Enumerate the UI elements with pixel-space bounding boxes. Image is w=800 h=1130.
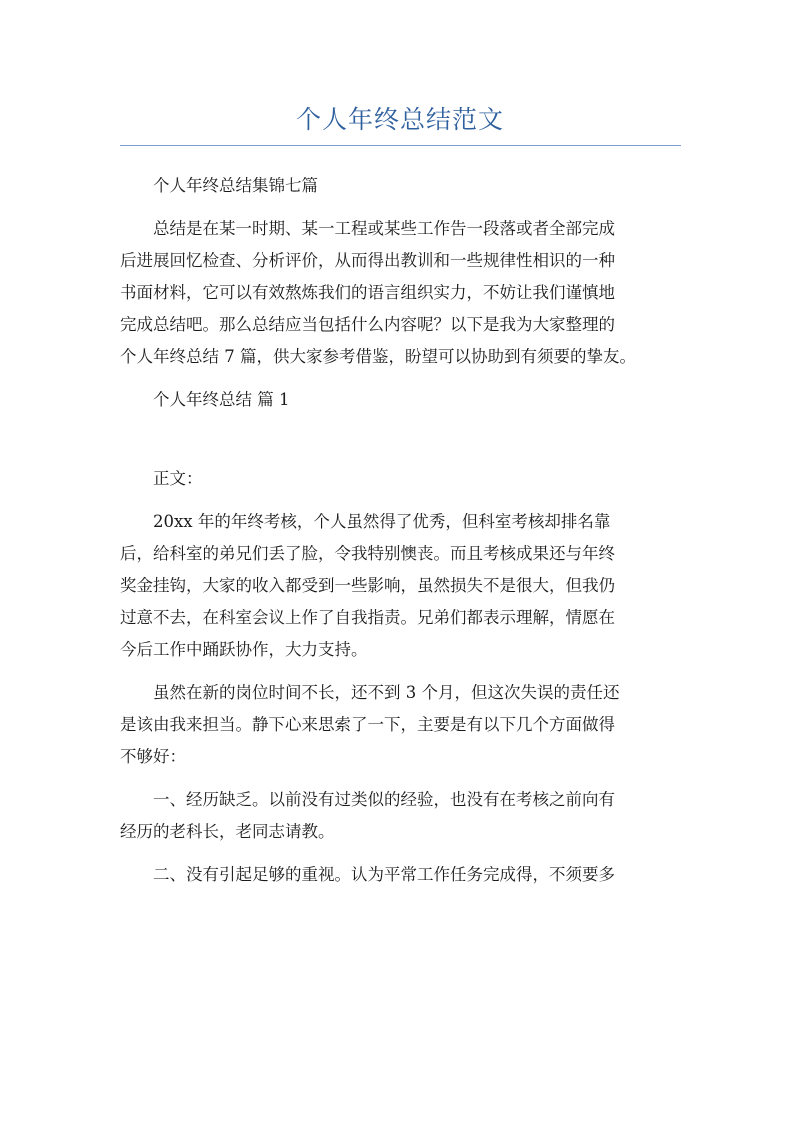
paragraph-line: 是该由我来担当。静下心来思索了一下，主要是有以下几个方面做得 (120, 715, 615, 734)
paragraph-line: 今后工作中踊跃协作，大力支持。 (120, 640, 368, 659)
paragraph-line: 二、没有引起足够的重视。认为平常工作任务完成得，不须要多 (153, 865, 615, 884)
paragraph-1 (120, 506, 680, 666)
paragraph-line: 虽然在新的岗位时间不长，还不到 3 个月，但这次失误的责任还 (153, 683, 620, 702)
intro-line: 完成总结吧。那么总结应当包括什么内容呢？以下是我为大家整理的 (120, 315, 615, 334)
subtitle: 个人年终总结集锦七篇 (153, 176, 318, 195)
paragraph-line: 不够好： (120, 747, 186, 766)
intro-line: 个人年终总结 7 篇，供大家参考借鉴，盼望可以协助到有须要的挚友。 (120, 347, 636, 366)
paragraph-line: 一、经历缺乏。以前没有过类似的经验，也没有在考核之前向有 (153, 790, 615, 809)
blank-line (120, 416, 680, 452)
document-title: 个人年终总结范文 (295, 105, 504, 134)
section-heading: 个人年终总结 篇 1 (153, 390, 290, 409)
intro-line: 总结是在某一时期、某一工程或某些工作告一段落或者全部完成 (153, 219, 615, 238)
paragraph-line: 奖金挂钩，大家的收入都受到一些影响，虽然损失不是很大，但我仍 (120, 576, 615, 595)
point-2 (120, 859, 680, 891)
intro-paragraph (120, 213, 680, 373)
point-1 (120, 784, 680, 848)
paragraph-line: 20xx 年的年终考核，个人虽然得了优秀，但科室考核却排名靠 (153, 512, 611, 531)
paragraph-2 (120, 677, 680, 773)
paragraph-line: 经历的老科长，老同志请教。 (120, 822, 335, 841)
intro-line: 后进展回忆检查、分析评价，从而得出教训和一些规律性相识的一种 (120, 251, 615, 270)
title-divider (120, 145, 681, 146)
paragraph-line: 过意不去，在科室会议上作了自我指责。兄弟们都表示理解，情愿在 (120, 608, 615, 627)
paragraph-line: 后，给科室的弟兄们丢了脸，令我特别懊丧。而且考核成果还与年终 (120, 544, 615, 563)
document-body (120, 170, 680, 891)
body-label: 正文： (153, 469, 203, 488)
intro-line: 书面材料，它可以有效熬炼我们的语言组织实力，不妨让我们谨慎地 (120, 283, 615, 302)
